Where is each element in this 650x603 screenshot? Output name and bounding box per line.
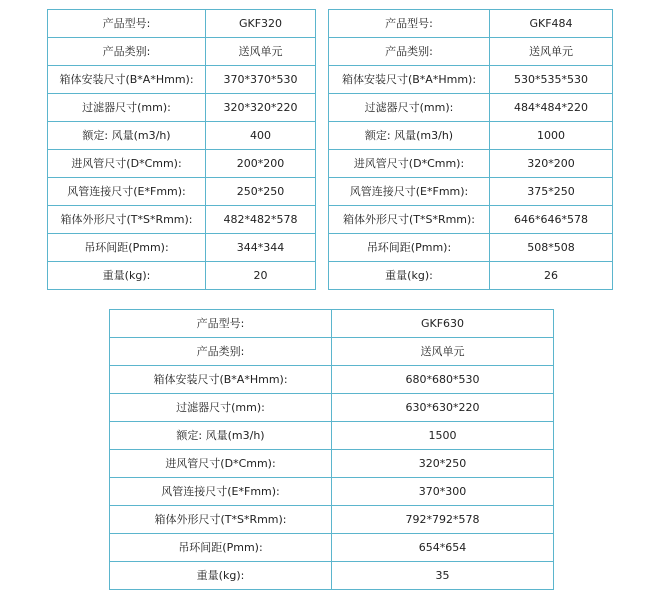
table-row bbox=[329, 262, 613, 290]
row-label: 箱体外形尺寸(T*S*Rmm): bbox=[110, 506, 332, 534]
table-row bbox=[110, 310, 554, 338]
row-label: 风管连接尺寸(E*Fmm): bbox=[329, 178, 490, 206]
row-label: 产品类别: bbox=[48, 38, 206, 66]
row-value: 200*200 bbox=[206, 150, 316, 178]
row-value: 送风单元 bbox=[206, 38, 316, 66]
table-row bbox=[48, 122, 316, 150]
table-row bbox=[48, 94, 316, 122]
row-value: 792*792*578 bbox=[332, 506, 554, 534]
row-value: 1500 bbox=[332, 422, 554, 450]
row-value: 400 bbox=[206, 122, 316, 150]
row-value: GKF630 bbox=[332, 310, 554, 338]
row-value: GKF320 bbox=[206, 10, 316, 38]
table-row bbox=[329, 234, 613, 262]
row-label: 过滤器尺寸(mm): bbox=[329, 94, 490, 122]
row-value: GKF484 bbox=[490, 10, 613, 38]
row-value: 344*344 bbox=[206, 234, 316, 262]
table-row bbox=[48, 234, 316, 262]
row-label: 风管连接尺寸(E*Fmm): bbox=[110, 478, 332, 506]
row-value: 20 bbox=[206, 262, 316, 290]
row-label: 箱体安装尺寸(B*A*Hmm): bbox=[329, 66, 490, 94]
spec-table-gkf484 bbox=[328, 9, 613, 290]
row-value: 送风单元 bbox=[332, 338, 554, 366]
row-label: 风管连接尺寸(E*Fmm): bbox=[48, 178, 206, 206]
table-row bbox=[48, 178, 316, 206]
table-row bbox=[110, 534, 554, 562]
row-label: 进风管尺寸(D*Cmm): bbox=[329, 150, 490, 178]
row-value: 1000 bbox=[490, 122, 613, 150]
row-label: 吊环间距(Pmm): bbox=[48, 234, 206, 262]
table-row bbox=[48, 66, 316, 94]
row-label: 额定: 风量(m3/h) bbox=[110, 422, 332, 450]
table-row bbox=[48, 206, 316, 234]
table-row bbox=[329, 206, 613, 234]
row-label: 额定: 风量(m3/h) bbox=[329, 122, 490, 150]
table-row bbox=[110, 450, 554, 478]
table-row bbox=[329, 66, 613, 94]
table-row bbox=[329, 122, 613, 150]
row-label: 过滤器尺寸(mm): bbox=[110, 394, 332, 422]
row-value: 送风单元 bbox=[490, 38, 613, 66]
row-value: 375*250 bbox=[490, 178, 613, 206]
spec-table-gkf630 bbox=[109, 309, 554, 590]
row-value: 320*250 bbox=[332, 450, 554, 478]
row-value: 680*680*530 bbox=[332, 366, 554, 394]
table-row bbox=[48, 38, 316, 66]
row-value: 630*630*220 bbox=[332, 394, 554, 422]
row-label: 产品型号: bbox=[48, 10, 206, 38]
table-row bbox=[110, 422, 554, 450]
row-value: 530*535*530 bbox=[490, 66, 613, 94]
row-label: 吊环间距(Pmm): bbox=[110, 534, 332, 562]
row-value: 250*250 bbox=[206, 178, 316, 206]
row-value: 35 bbox=[332, 562, 554, 590]
table-row bbox=[329, 150, 613, 178]
row-value: 370*370*530 bbox=[206, 66, 316, 94]
row-label: 重量(kg): bbox=[110, 562, 332, 590]
row-label: 产品型号: bbox=[110, 310, 332, 338]
row-value: 320*200 bbox=[490, 150, 613, 178]
table-row bbox=[110, 366, 554, 394]
table-row bbox=[110, 394, 554, 422]
table-row bbox=[110, 338, 554, 366]
row-value: 508*508 bbox=[490, 234, 613, 262]
row-value: 320*320*220 bbox=[206, 94, 316, 122]
row-value: 370*300 bbox=[332, 478, 554, 506]
table-row bbox=[110, 506, 554, 534]
row-value: 646*646*578 bbox=[490, 206, 613, 234]
table-row bbox=[329, 38, 613, 66]
row-label: 吊环间距(Pmm): bbox=[329, 234, 490, 262]
table-row bbox=[110, 478, 554, 506]
row-label: 箱体安装尺寸(B*A*Hmm): bbox=[48, 66, 206, 94]
row-label: 箱体外形尺寸(T*S*Rmm): bbox=[48, 206, 206, 234]
row-label: 进风管尺寸(D*Cmm): bbox=[110, 450, 332, 478]
row-label: 进风管尺寸(D*Cmm): bbox=[48, 150, 206, 178]
table-row bbox=[329, 178, 613, 206]
row-value: 482*482*578 bbox=[206, 206, 316, 234]
row-label: 过滤器尺寸(mm): bbox=[48, 94, 206, 122]
spec-table-gkf320 bbox=[47, 9, 316, 290]
table-row bbox=[329, 94, 613, 122]
row-label: 箱体安装尺寸(B*A*Hmm): bbox=[110, 366, 332, 394]
row-label: 重量(kg): bbox=[329, 262, 490, 290]
table-row bbox=[48, 262, 316, 290]
row-value: 654*654 bbox=[332, 534, 554, 562]
row-value: 484*484*220 bbox=[490, 94, 613, 122]
table-row bbox=[110, 562, 554, 590]
table-row bbox=[48, 10, 316, 38]
row-label: 重量(kg): bbox=[48, 262, 206, 290]
row-label: 箱体外形尺寸(T*S*Rmm): bbox=[329, 206, 490, 234]
table-row bbox=[48, 150, 316, 178]
row-value: 26 bbox=[490, 262, 613, 290]
row-label: 产品类别: bbox=[329, 38, 490, 66]
row-label: 额定: 风量(m3/h) bbox=[48, 122, 206, 150]
row-label: 产品型号: bbox=[329, 10, 490, 38]
table-row bbox=[329, 10, 613, 38]
row-label: 产品类别: bbox=[110, 338, 332, 366]
